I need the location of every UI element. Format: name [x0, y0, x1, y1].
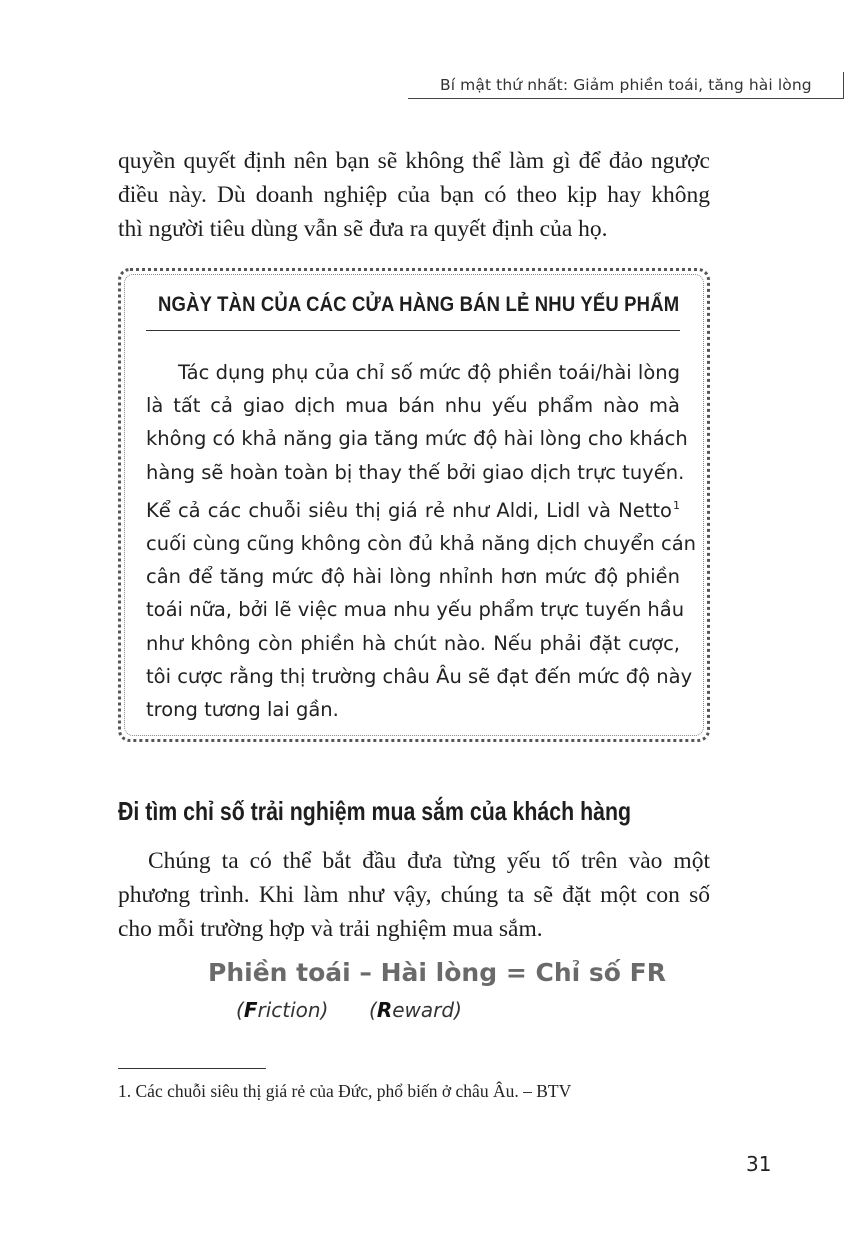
text-line: toái nữa, bởi lẽ việc mua nhu yếu phẩm trực tuyến hầu — [146, 598, 685, 622]
page-number: 31 — [746, 1152, 772, 1176]
fr-formula: Phiền toái – Hài lòng = Chỉ số FR — [208, 958, 666, 987]
gloss-initial: R — [376, 998, 393, 1022]
sidebar-box-text — [146, 356, 696, 726]
sidebar-box-title: NGÀY TÀN CỦA CÁC CỬA HÀNG BÁN LẺ NHU YẾU PHẨM — [158, 292, 680, 316]
text-line: Kể cả các chuỗi siêu thị giá rẻ như Aldi, Lidl và Netto — [146, 498, 672, 522]
text-line: quyền quyết định nên bạn sẽ không thể làm gì để đảo ngược — [118, 148, 710, 174]
section-heading: Đi tìm chỉ số trải nghiệm mua sắm của khách hàng — [118, 796, 631, 826]
text-line: phương trình. Khi làm như vậy, chúng ta sẽ đặt một con số — [118, 882, 710, 908]
text-line: như không còn phiền hà chút nào. Nếu phải đặt cược, — [146, 631, 680, 655]
text-line: thì người tiêu dùng vẫn sẽ đưa ra quyết định của họ. — [118, 216, 608, 242]
paren-close: ) — [320, 998, 329, 1022]
running-head-rule — [408, 98, 844, 99]
text-line: trong tương lai gần. — [146, 698, 339, 722]
gloss-rest: riction — [257, 998, 321, 1022]
paren-close: ) — [454, 998, 462, 1022]
text-line: hàng sẽ hoàn toàn bị thay thế bởi giao dịch trực tuyến. — [146, 460, 685, 484]
paren-open: ( — [236, 998, 244, 1022]
section-paragraph — [118, 844, 710, 946]
intro-paragraph — [118, 144, 710, 246]
text-line: Tác dụng phụ của chỉ số mức độ phiền toái/hài lòng — [178, 361, 680, 384]
gloss-rest: eward — [392, 998, 455, 1022]
text-line: Chúng ta có thể bắt đầu đưa từng yếu tố trên vào một — [148, 848, 710, 874]
gloss-initial: F — [243, 998, 258, 1022]
gloss-reward — [369, 998, 462, 1022]
paren-open: ( — [369, 998, 377, 1022]
footnote-rule — [118, 1068, 266, 1069]
text-line: cuối cùng cũng không còn đủ khả năng dịch chuyển cán — [146, 532, 696, 556]
footnote-marker: 1 — [673, 498, 680, 512]
gloss-friction — [236, 998, 328, 1022]
text-line: không có khả năng gia tăng mức độ hài lòng cho khách — [146, 427, 688, 451]
footnote: 1. Các chuỗi siêu thị giá rẻ của Đức, phổ biến ở châu Âu. – BTV — [118, 1081, 572, 1101]
text-line: cho mỗi trường hợp và trải nghiệm mua sắm. — [118, 916, 543, 942]
text-line: là tất cả giao dịch mua bán nhu yếu phẩm nào mà — [146, 394, 680, 418]
text-line: cân để tăng mức độ hài lòng nhỉnh hơn mức độ phiền — [146, 565, 680, 589]
sidebar-box-title-rule — [146, 330, 680, 331]
text-line-with-footnote — [146, 489, 680, 527]
running-head: Bí mật thứ nhất: Giảm phiền toái, tăng hài lòng — [440, 76, 812, 94]
text-line: tôi cược rằng thị trường châu Âu sẽ đạt đến mức độ này — [146, 664, 693, 688]
text-line: điều này. Dù doanh nghiệp của bạn có theo kịp hay không — [118, 182, 710, 208]
